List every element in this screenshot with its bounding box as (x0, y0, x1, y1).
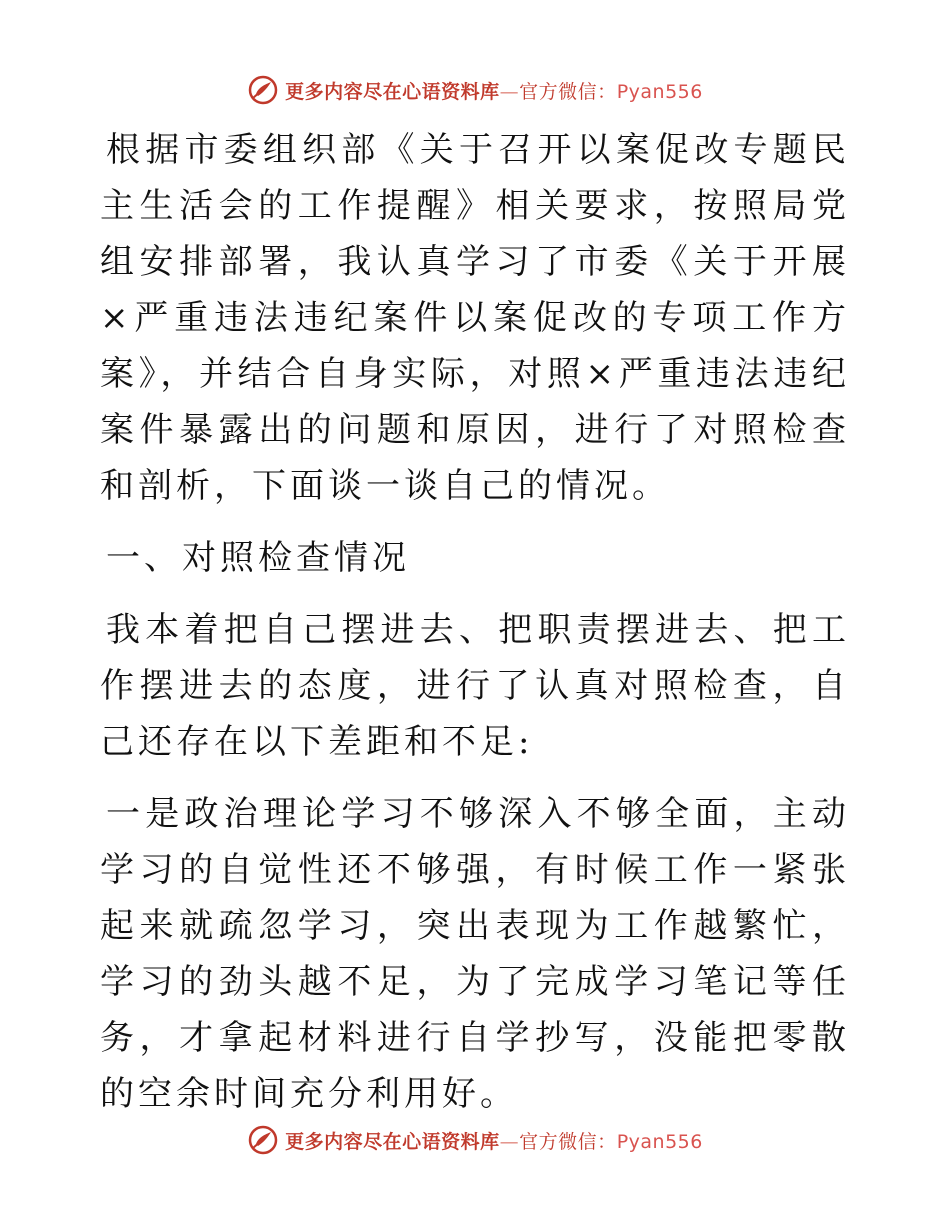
brand-logo-icon (247, 1124, 279, 1156)
banner-separator: — (499, 80, 520, 103)
section-heading: 一、对照检查情况 (106, 538, 410, 578)
banner-separator: — (499, 1130, 520, 1153)
banner-wechat-label: 官方微信： (519, 80, 617, 103)
banner-wechat-label: 官方微信： (519, 1130, 617, 1153)
banner-brand: 更多内容尽在心语资料库 (285, 1130, 500, 1153)
paragraph-attitude: 我本着把自己摆进去、把职责摆进去、把工作摆进去的态度，进行了认真对照检查，自己还存在以下差距和不足: (100, 610, 850, 762)
banner-wechat-id: Pyan556 (616, 1130, 703, 1153)
banner-wechat-id: Pyan556 (616, 80, 703, 103)
banner-text (285, 1127, 703, 1154)
banner-brand: 更多内容尽在心语资料库 (285, 80, 500, 103)
brand-logo-icon (247, 74, 279, 106)
header-banner (0, 70, 950, 110)
paragraph-intro: 根据市委组织部《关于召开以案促改专题民主生活会的工作提醒》相关要求，按照局党组安排部署，我认真学习了市委《关于开展×严重违法违纪案件以案促改的专项工作方案》，并结合自身实际，对照×严重违法违纪案件暴露出的问题和原因，进行了对照检查和剖析，下面谈一谈自己的情况。 (100, 130, 850, 506)
document-body (100, 122, 850, 1138)
banner-text (285, 77, 703, 104)
paragraph-point-one: 一是政治理论学习不够深入不够全面，主动学习的自觉性还不够强，有时候工作一紧张起来就疏忽学习，突出表现为工作越繁忙，学习的劲头越不足，为了完成学习笔记等任务，才拿起材料进行自学抄写，没能把零散的空余时间充分利用好。 (100, 794, 850, 1114)
footer-banner (0, 1120, 950, 1160)
